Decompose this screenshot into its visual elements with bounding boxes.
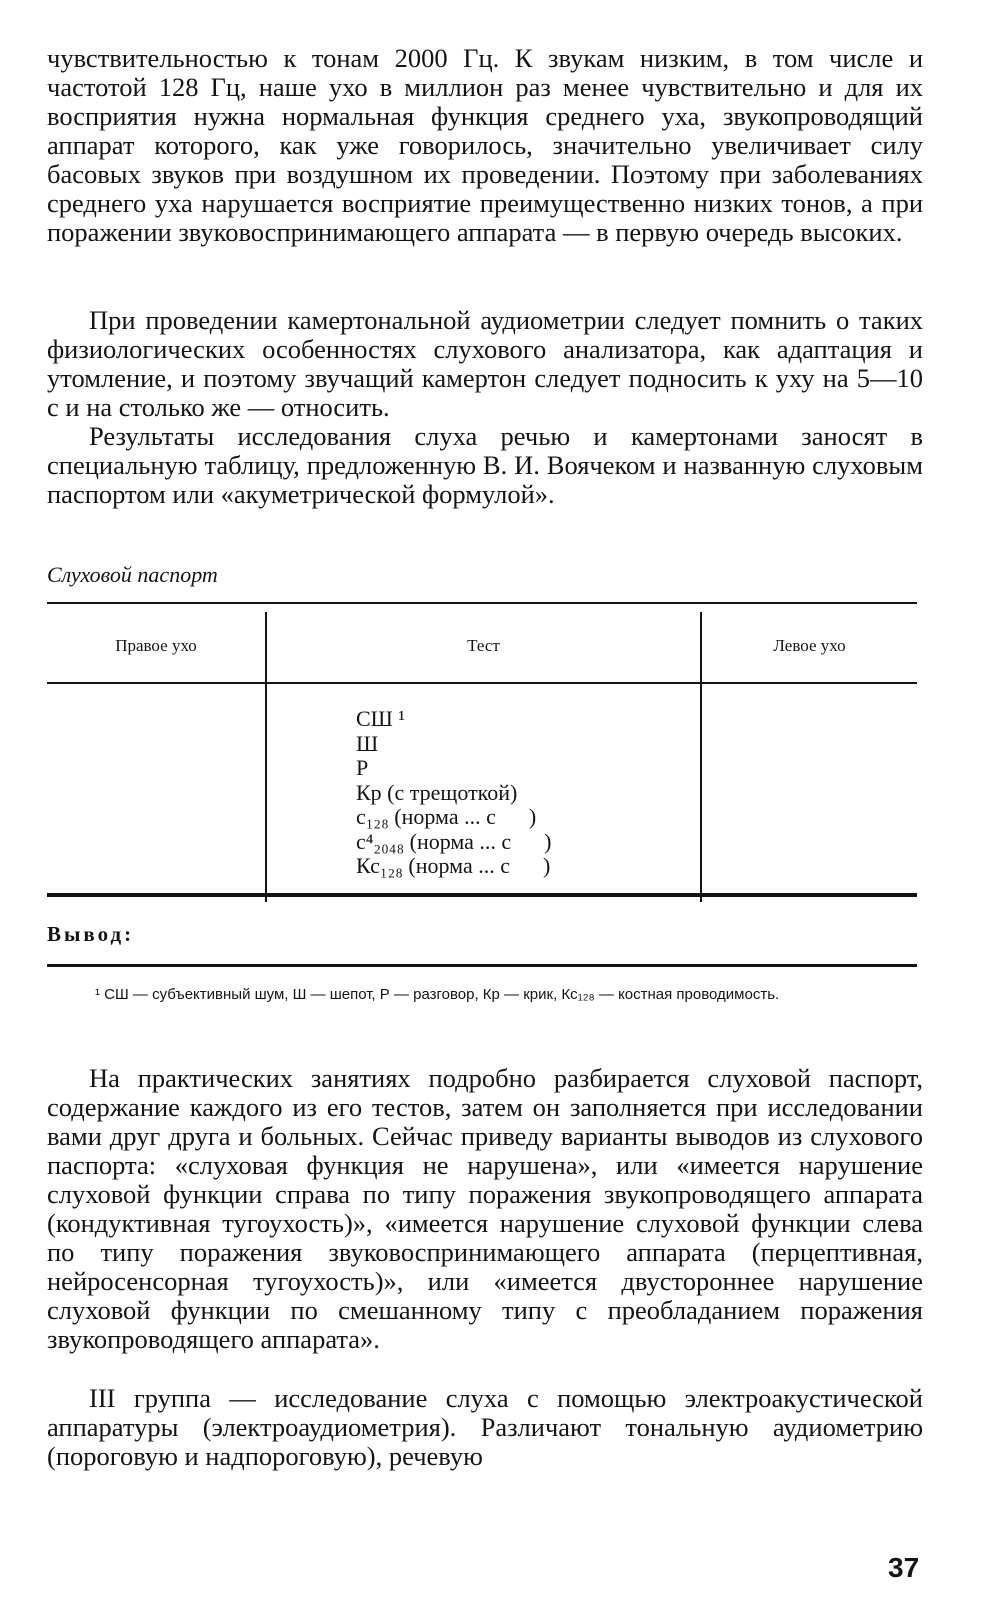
header-test: Тест: [467, 636, 500, 655]
test-list: [356, 707, 552, 879]
page-number: 37: [888, 1552, 920, 1583]
paragraph-results-record: Результаты исследования слуха речью и камертонами заносят в специальную таблицу, предложенную В. И. Воячеком и названную слуховым паспортом или «акуметрической формулой».: [47, 421, 923, 509]
header-left-ear: Левое ухо: [773, 636, 846, 655]
table-header-rule: [47, 682, 917, 684]
table-top-rule: [47, 602, 917, 604]
test-row-c128: c₁₂₈ (норма ... с ): [356, 804, 537, 829]
conclusion-label: Вывод:: [47, 922, 135, 946]
header-right-ear: Правое ухо: [115, 636, 197, 655]
conclusion-rule: [47, 964, 917, 967]
paragraph-sensitivity: чувствительностью к тонам 2000 Гц. К звукам низким, в том числе и частотой 128 Гц, наше ухо в миллион раз менее чувствительно и для их восприятия нужна нормальная функция среднего уха, звукопроводящий аппарат которого, как уже говорилось, значительно увеличивает силу басовых звуков при воздушном их проведении. Поэтому при заболеваниях среднего уха нарушается восприятие преимущественно низких тонов, а при поражении звуковоспринимающего аппарата — в первую очередь высоких.: [47, 43, 923, 247]
test-row-shout: Кр (с трещоткой): [356, 779, 518, 805]
footnote: ¹ СШ — субъективный шум, Ш — шепот, Р — разговор, Кр — крик, Кс₁₂₈ — костная проводимость.: [95, 986, 780, 1003]
paragraph-practical-sessions: На практических занятиях подробно разбирается слуховой паспорт, содержание каждого из его тестов, затем он заполняется при исследовании вами друг друга и больных. Сейчас приведу варианты выводов из слухового паспорта: «слуховая функция не нарушена», или «имеется нарушение слуховой функции справа по типу поражения звукопроводящего аппарата (кондуктивная тугоухость)», «имеется нарушение слуховой функции слева по типу поражения звуковоспринимающего аппарата (перцептивная, нейросенсорная тугоухость)», или «имеется двустороннее нарушение слуховой функции по смешанному типу с преобладанием поражения звукопроводящего аппарата».: [47, 1063, 923, 1354]
paragraph-tuning-fork-audiometry: При проведении камертональной аудиометрии следует помнить о таких физиологических особенностях слухового анализатора, как адаптация и утомление, и поэтому звучащий камертон следует подносить к уху на 5—10 с и на столько же — относить.: [47, 305, 923, 422]
paragraph-group-three: III группа — исследование слуха с помощью электроакустической аппаратуры (электроаудиометрия). Различают тональную аудиометрию (пороговую и надпороговую), речевую: [47, 1383, 923, 1471]
test-row-subjective-noise: СШ ¹: [356, 706, 405, 731]
table-caption: Слуховой паспорт: [47, 562, 218, 587]
table-bottom-rule: [47, 893, 917, 897]
test-row-bone-conduction: Кс₁₂₈ (норма ... с ): [356, 853, 551, 878]
test-row-c2048: c⁴₂₀₄₈ (норма ... с ): [356, 828, 552, 854]
test-row-whisper: Ш: [356, 730, 379, 756]
test-row-speech: Р: [356, 755, 369, 780]
